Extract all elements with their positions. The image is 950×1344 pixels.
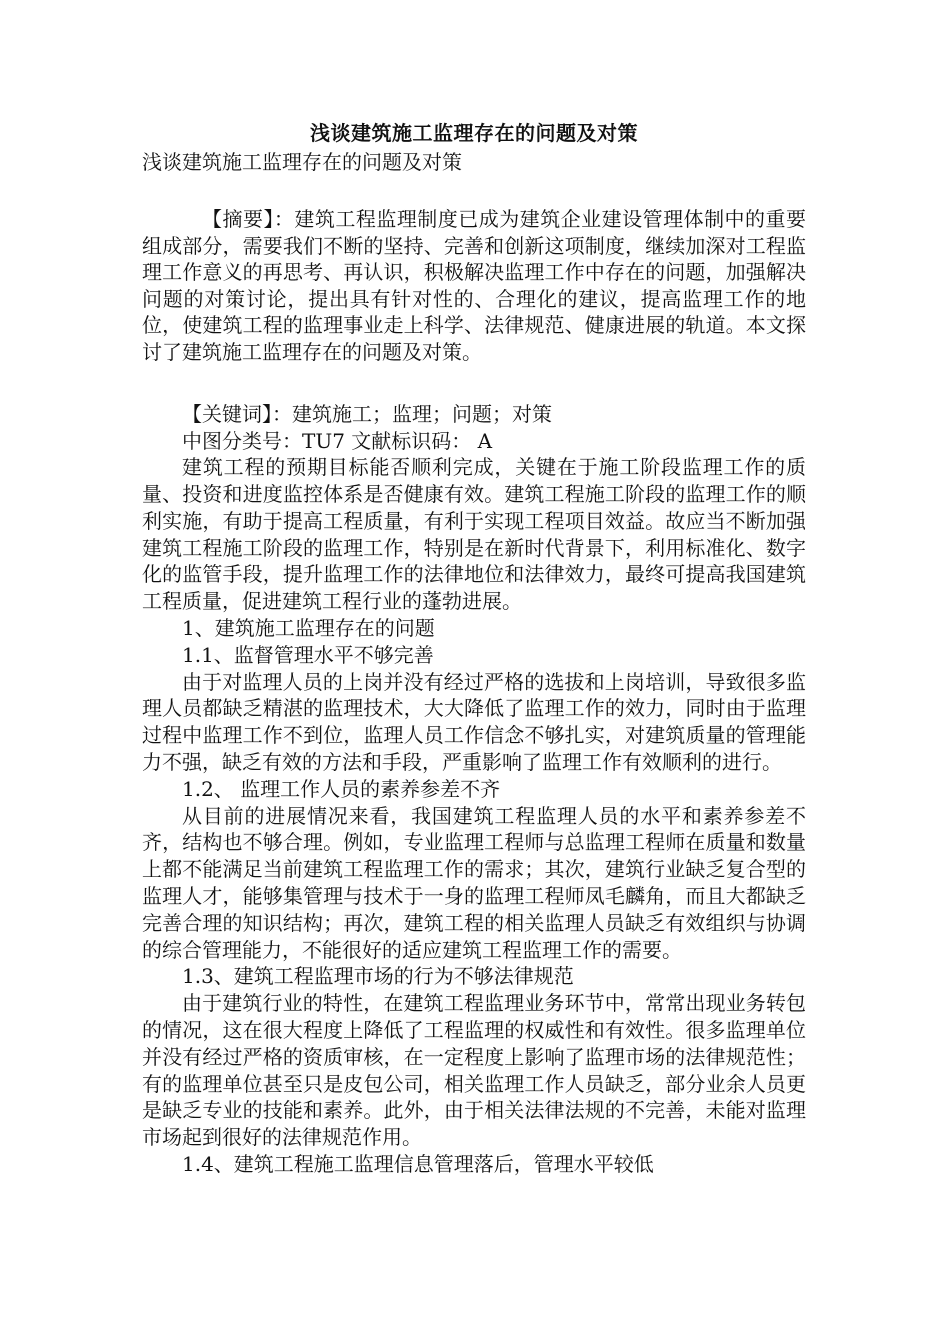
intro-paragraph: 建筑工程的预期目标能否顺利完成，关键在于施工阶段监理工作的质量、投资和进度监控体系是否健康有效。建筑工程施工阶段的监理工作的顺利实施，有助于提高工程质量，有利于实现工程项目效益。故应当不断加强建筑工程施工阶段的监理工作，特别是在新时代背景下，利用标准化、数字化的监管手段，提升监理工作的法律地位和法律效力，最终可提高我国建筑工程质量，促进建筑工程行业的蓬勃进展。 xyxy=(142,455,806,614)
document-title: 浅谈建筑施工监理存在的问题及对策 xyxy=(310,121,638,145)
section-1-4-heading: 1.4、建筑工程施工监理信息管理落后，管理水平较低 xyxy=(182,1152,654,1177)
document-page xyxy=(142,118,806,1178)
section-1-2-body: 从目前的进展情况来看，我国建筑工程监理人员的水平和素养参差不齐，结构也不够合理。例如，专业监理工程师与总监理工程师在质量和数量上都不能满足当前建筑工程监理工作的需求；其次，建筑行业缺乏复合型的监理人才，能够集管理与技术于一身的监理工程师凤毛麟角，而且大都缺乏完善合理的知识结构；再次，建筑工程的相关监理人员缺乏有效组织与协调的综合管理能力，不能很好的适应建筑工程监理工作的需要。 xyxy=(142,803,806,962)
section-1-2-heading: 1.2、 监理工作人员的素养参差不齐 xyxy=(182,776,501,801)
section-1-3-heading: 1.3、建筑工程监理市场的行为不够法律规范 xyxy=(182,964,574,989)
section-1-1-body: 由于对监理人员的上岗并没有经过严格的选拔和上岗培训，导致很多监理人员都缺乏精湛的监理技术，大大降低了监理工作的效力，同时由于监理过程中监理工作不到位，监理人员工作信念不够扎实，对建筑质量的管理能力不强，缺乏有效的方法和手段，严重影响了监理工作有效顺利的进行。 xyxy=(142,669,806,775)
classification-line: 中图分类号：TU7 文献标识码： A xyxy=(182,428,493,453)
section-1-1-heading: 1.1、监督管理水平不够完善 xyxy=(182,642,434,667)
section-1-3-body: 由于建筑行业的特性，在建筑工程监理业务环节中，常常出现业务转包的情况，这在很大程度上降低了工程监理的权威性和有效性。很多监理单位并没有经过严格的资质审核，在一定程度上影响了监理市场的法律规范性；有的监理单位甚至只是皮包公司，相关监理工作人员缺乏，部分业余人员更是缺乏专业的技能和素养。此外，由于相关法律法规的不完善，未能对监理市场起到很好的法律规范作用。 xyxy=(142,991,806,1150)
abstract-paragraph: 【摘要】：建筑工程监理制度已成为建筑企业建设管理体制中的重要组成部分，需要我们不断的坚持、完善和创新这项制度，继续加深对工程监理工作意义的再思考、再认识，积极解决监理工作中存在的问题，加强解决问题的对策讨论，提出具有针对性的、合理化的建议，提高监理工作的地位，使建筑工程的监理事业走上科学、法律规范、健康进展的轨道。本文探讨了建筑施工监理存在的问题及对策。 xyxy=(142,207,806,364)
document-subtitle: 浅谈建筑施工监理存在的问题及对策 xyxy=(142,150,462,174)
keywords-line: 【关键词】：建筑施工；监理；问题；对策 xyxy=(182,402,552,426)
section-1-heading: 1、建筑施工监理存在的问题 xyxy=(182,616,435,641)
